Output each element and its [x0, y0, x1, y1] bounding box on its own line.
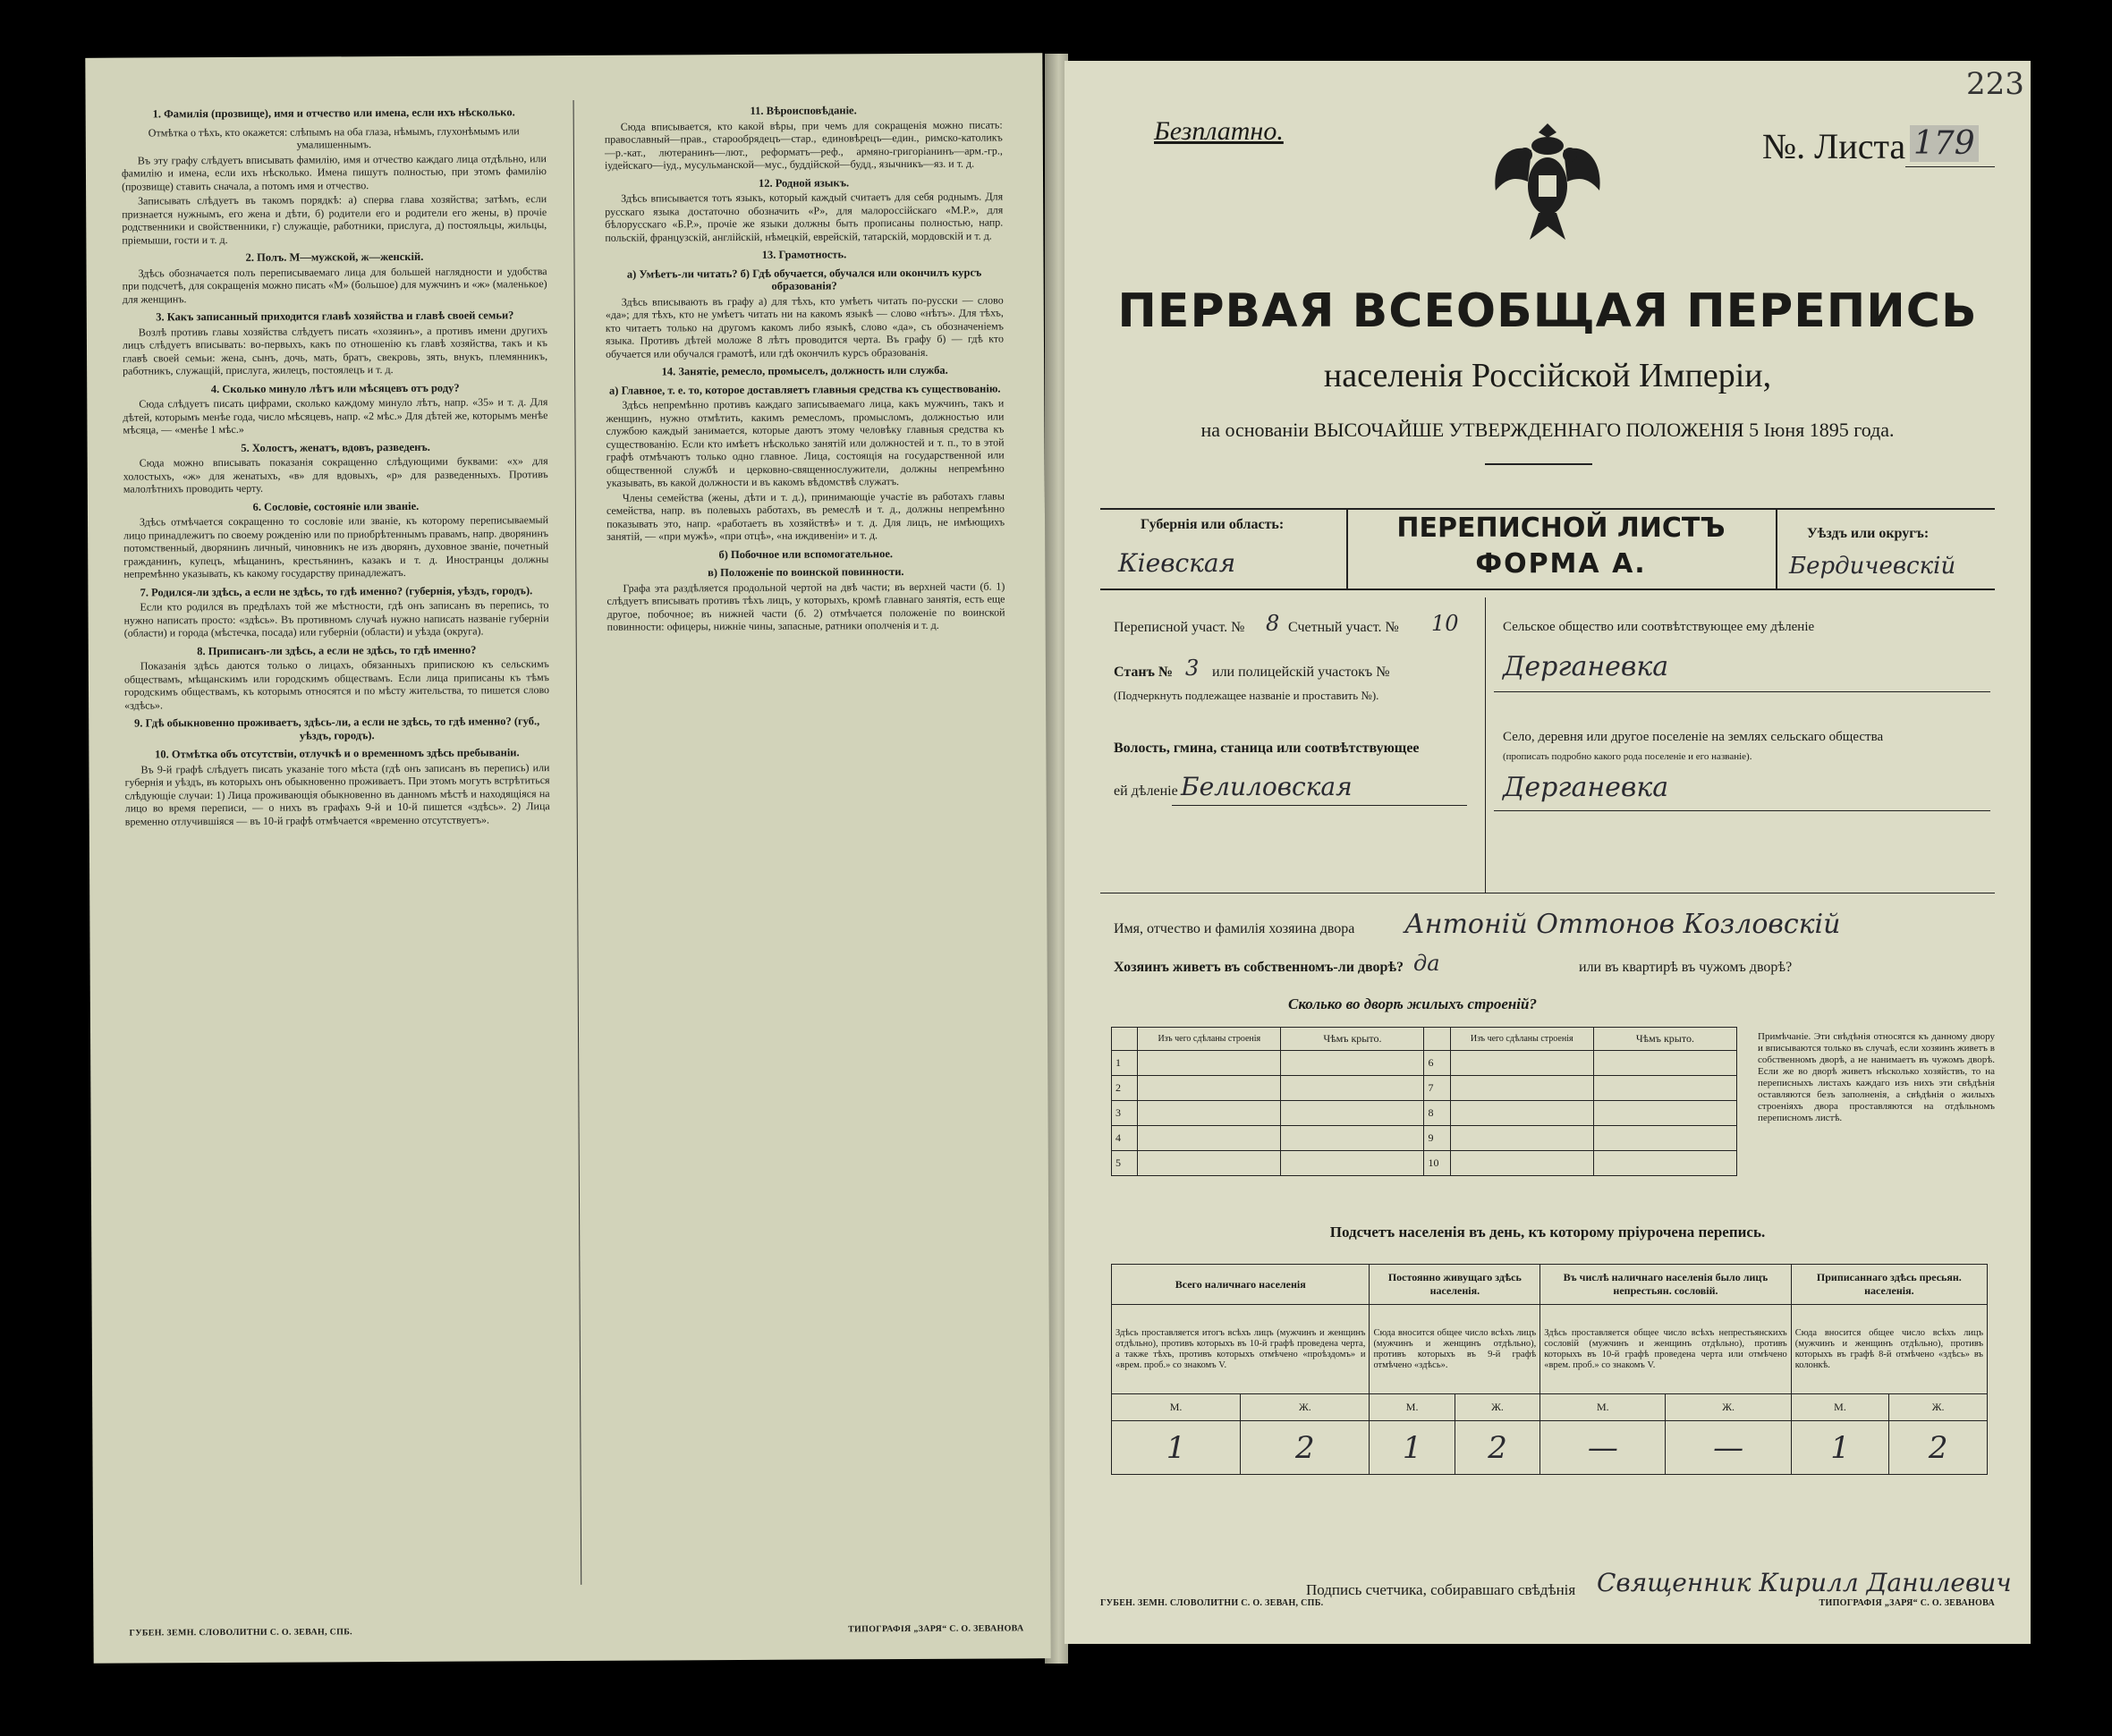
instruction-heading: 14. Занятіе, ремесло, промыселъ, должность или служба.	[661, 363, 948, 378]
buildings-col-material-2: Изъ чего сдѣланы строенія	[1450, 1028, 1593, 1051]
signature-label: Подпись счетчика, собиравшаго свѣдѣнія	[1306, 1581, 1576, 1598]
imprint-right: ТИПОГРАФІЯ „ЗАРЯ“ С. О. ЗЕВАНОВА	[848, 1623, 1024, 1635]
census-form-page	[1064, 61, 2031, 1644]
instruction-heading: 11. Вѣроисповѣданіе.	[750, 104, 857, 117]
instruction-paragraph: Въ эту графу слѣдуетъ вписывать фамилію, имя и отчество каждаго лица отдѣльно, или фамилію и имена, если ихъ нѣсколько. Имена пишутъ полностью, при этомъ фамилію (прозвище) ставить сначала, а потомъ имя и отчество.	[121, 151, 547, 193]
row-number: 1	[1112, 1051, 1138, 1076]
volost-label-2: ей дѣленіе	[1114, 783, 1178, 799]
signature-value: Священник Кирилл Данилевич	[1597, 1568, 2012, 1597]
instruction-heading: 10. Отмѣтка объ отсутствіи, отлучкѣ и о временномъ здѣсь пребываніи.	[155, 746, 520, 761]
census-section-label: Переписной участ. №	[1114, 620, 1245, 635]
instruction-heading: 12. Родной языкъ.	[758, 175, 850, 190]
row-number: 6	[1424, 1051, 1450, 1076]
instruction-heading: 7. Родился-ли здѣсь, а если не здѣсь, то гдѣ именно? (губернія, уѣздъ, городъ).	[140, 583, 533, 599]
summary-col-desc: Сюда вносится общее число всѣхъ лицъ (мужчинъ и женщинъ отдѣльно), противъ которыхъ въ 9-й графѣ отмѣчено «здѣсь».	[1370, 1305, 1540, 1394]
count-cell: —	[1540, 1421, 1666, 1475]
instruction-heading: 4. Сколько минуло лѣтъ или мѣсяцевъ отъ роду?	[210, 381, 460, 395]
row-number: 5	[1112, 1151, 1138, 1176]
imprint-left: ГУБЕН. ЗЕМН. СЛОВОЛИТНИ С. О. ЗЕВАН, СПБ.	[129, 1627, 352, 1639]
sex-male-label: М.	[1791, 1394, 1889, 1421]
sheet-number-value: 179	[1910, 125, 1979, 162]
instruction-paragraph: Здѣсь вписывають въ графу а) для тѣхъ, кто умѣетъ читать по-русски — слово «да»; для тѣхъ, кто не умѣетъ читать ни на какомъ языкѣ — слово «нѣтъ». Для тѣхъ, кто читаетъ только на другомъ какомъ либо языкѣ, слово «да», съ обозначеніемъ языка. Противъ дѣтей моложе 8 лѣтъ проводится черта. Въ графу б) — гдѣ кто обучается или обучался грамотѣ, или гдѣ окончилъ курсъ образованія.	[605, 292, 1005, 360]
row-number: 7	[1424, 1076, 1450, 1101]
instructions-page	[85, 53, 1050, 1664]
owner-label: Имя, отчество и фамилія хозяина двора	[1114, 921, 1355, 936]
owner-lives-label: Хозяинъ живетъ въ собственномъ-ли дворѣ?	[1114, 960, 1404, 975]
row-number: 2	[1112, 1076, 1138, 1101]
instruction-paragraph: Возлѣ противъ главы хозяйства слѣдуетъ писать «хозяинъ», а противъ имени другихъ лицъ слѣдуетъ вписывать: во-первыхъ, какъ по отношенію къ главѣ хозяйства, такъ и къ главѣ своей семьи: жена, сынъ, дочь, мать, братъ, свекровь, зять, внукъ, племянникъ, работникъ, служащій, прислуга, жилецъ, постоялецъ и т. д.	[122, 323, 548, 377]
instruction-heading: 6. Сословіе, состояніе или званіе.	[252, 499, 420, 513]
imprint-right: ТИПОГРАФІЯ „ЗАРЯ“ С. О. ЗЕВАНОВА	[1819, 1598, 1995, 1608]
buildings-col-material: Изъ чего сдѣланы строенія	[1138, 1028, 1281, 1051]
stan-value: 3	[1185, 656, 1200, 681]
society-label: Сельское общество или соотвѣтствующее ему дѣленіе	[1503, 620, 1815, 634]
sex-female-label: Ж.	[1241, 1394, 1370, 1421]
volost-label: Волость, гмина, станица или соотвѣтствующее	[1114, 741, 1420, 756]
row-number: 9	[1424, 1126, 1450, 1151]
buildings-col-roof-2: Чѣмъ крыто.	[1593, 1028, 1736, 1051]
row-number: 4	[1112, 1126, 1138, 1151]
instruction-heading: в) Положеніе по воинской повинности.	[708, 565, 904, 580]
instruction-heading: а) Умѣетъ-ли читать? б) Гдѣ обучается, обучался или окончилъ курсъ образованія?	[626, 266, 982, 292]
row-number: 3	[1112, 1101, 1138, 1126]
instruction-paragraph: Показанія здѣсь даются только о лицахъ, обязанныхъ припискою къ сельскимъ обществамъ, мѣщанскимъ или городскимъ обществамъ. Если лица приписаны къ тѣмъ городскимъ обществамъ, къ которымъ относятся и по мѣсту жительства, то пишется слово «здѣсь».	[123, 657, 550, 712]
census-section-value: 8	[1266, 611, 1280, 636]
instruction-heading: 1. Фамилія (прозвище), имя и отчество или имена, если ихъ нѣсколько.	[152, 106, 515, 121]
volost-value: Белиловская	[1181, 772, 1353, 801]
counting-section-value: 10	[1431, 611, 1459, 636]
buildings-col-roof: Чѣмъ крыто.	[1281, 1028, 1424, 1051]
form-title: ПЕРЕПИСНОЙ ЛИСТЪ	[1396, 512, 1726, 544]
page-subtitle: населенія Россійской Имперіи,	[1323, 357, 1772, 394]
owner-lives-value: да	[1413, 951, 1440, 976]
form-type: ФОРМА А.	[1475, 548, 1647, 580]
counting-section-label: Счетный участ. №	[1288, 620, 1399, 635]
instruction-heading: б) Побочное или вспомогательное.	[718, 546, 894, 561]
archive-number: 223	[1966, 66, 2024, 102]
instruction-heading: 5. Холостъ, женатъ, вдовъ, разведенъ.	[241, 440, 430, 454]
instruction-paragraph: Графа эта раздѣляется продольной чертой на двѣ части; въ верхней части (б. 1) слѣдуетъ вписывать противъ тѣхъ лицъ, у которыхъ, кромѣ главнаго занятія, есть еще другое, побочное; въ нижней части (б. 2) отмѣчается положеніе по воинской повинности: офицеры, нижніе чины, запасные, ратники ополченія и т. д.	[606, 579, 1005, 633]
instruction-paragraph: Въ 9-й графѣ слѣдуетъ писать указаніе того мѣста (гдѣ онъ записанъ въ перепись) или губернія и уѣздъ, въ которыхъ онъ обыкновенно проживаетъ. При этомъ могутъ встрѣтиться слѣдующіе случаи: 1) Лица проживающія обыкновенно въ данномъ мѣстѣ и находящіяся на лицо во время переписи, — о нихъ въ графахъ 9-й и 10-й пишется «здѣсь». 2) Лица временно отлучившіяся — въ 10-й графѣ отмѣчается «временно отсутствуетъ».	[124, 760, 550, 828]
count-cell: —	[1666, 1421, 1791, 1475]
society-value: Дерганевка	[1503, 651, 1669, 682]
free-label: Безплатно.	[1154, 116, 1284, 146]
sex-female-label: Ж.	[1455, 1394, 1539, 1421]
instruction-paragraph: Члены семейства (жены, дѣти и т. д.), принимающіе участіе въ работахъ главы семейства, напр. въ полевыхъ работахъ, въ ремеслѣ и т. д., должны непремѣнно показывать это, напр. «работаетъ въ хозяйствѣ» и т. д. Для лицъ, не имѣющихъ занятій, — «при мужѣ», «при отцѣ», «на иждивеніи» и т. д.	[606, 488, 1005, 543]
sheet-number-label: №. Листа	[1762, 126, 1906, 166]
instruction-heading: 2. Полъ. М—мужской, ж—женскій.	[245, 250, 424, 264]
village-label: Село, деревня или другое поселеніе на землях сельскаго общества	[1503, 730, 1884, 744]
summary-col-head: Постоянно живущаго здѣсь населенія.	[1370, 1265, 1540, 1305]
sex-female-label: Ж.	[1889, 1394, 1988, 1421]
province-label: Губернія или область:	[1141, 517, 1285, 532]
district-label: Уѣздъ или округъ:	[1807, 526, 1930, 541]
instruction-paragraph: Здѣсь отмѣчается сокращенно то сословіе или званіе, къ которому переписываемый лицо принадлежитъ по своему рожденію или по приобрѣтеннымъ правамъ, напр. дворянинъ потомственный, дворянинъ личный, чиновникъ не изъ дворянъ, духовное званіе, почетный гражданинъ, купецъ, мѣщанинъ, крестьянинъ, казакъ и т. д. Иностранцы должны непремѣнно указывать, къ какому государству принадлежатъ.	[123, 513, 549, 580]
row-number: 10	[1424, 1151, 1450, 1176]
instruction-paragraph: Записывать слѣдуетъ въ такомъ порядкѣ: а) сперва глава хозяйства; затѣмъ, если признается нужнымъ, его жена и дѣти, б) родители его и родители его жены, в) прочіе родственники и свойственники, г) служащіе, работники, прислуга, д) постояльцы, жильцы, пріемыши, гости и т. д.	[122, 192, 547, 247]
police-label: или полицейскій участокъ №	[1212, 665, 1390, 680]
buildings-table	[1111, 1027, 1737, 1176]
instructions-column-2	[605, 97, 1011, 1575]
summary-col-head: Въ числѣ наличнаго населенія было лицъ непрестьян. сословій.	[1540, 1265, 1791, 1305]
summary-col-desc: Сюда вносится общее число всѣхъ лицъ (мужчинъ и женщинъ отдѣльно), противъ которыхъ въ графѣ 8-й отмѣчено «здѣсь» въ колонкѣ.	[1791, 1305, 1987, 1394]
instruction-heading: 8. Приписанъ-ли здѣсь, а если не здѣсь, то гдѣ именно?	[197, 643, 477, 657]
count-cell: 1	[1112, 1421, 1241, 1475]
count-cell: 2	[1889, 1421, 1988, 1475]
count-cell: 1	[1791, 1421, 1889, 1475]
district-value: Бердичевскій	[1789, 553, 1956, 580]
summary-col-desc: Здѣсь проставляется общее число всѣхъ непрестьянскихъ сословій (мужчинъ и женщинъ отдѣльно), противъ которыхъ въ 10-й графѣ проведена черта или отмѣчено «врем. проб.» со знакомъ V.	[1540, 1305, 1791, 1394]
sex-female-label: Ж.	[1666, 1394, 1791, 1421]
double-headed-eagle-icon	[1485, 114, 1610, 249]
count-cell: 1	[1370, 1421, 1455, 1475]
buildings-label: Сколько во дворѣ жилыхъ строеній?	[1288, 995, 1537, 1012]
instruction-heading: 13. Грамотность.	[761, 248, 847, 261]
instruction-subheading: Отмѣтка о тѣхъ, кто окажется: слѣпымъ на оба глаза, нѣмымъ, глухонѣмымъ или умалишеннымъ.	[148, 123, 520, 151]
police-note: (Подчеркнуть подлежащее названіе и проставить №).	[1114, 689, 1379, 702]
column-divider	[573, 100, 582, 1585]
instructions-column-1	[122, 100, 555, 1578]
sex-male-label: М.	[1540, 1394, 1666, 1421]
count-cell: 2	[1455, 1421, 1539, 1475]
province-value: Кіевская	[1118, 548, 1236, 578]
summary-col-desc: Здѣсь проставляется итогъ всѣхъ лицъ (мужчинъ и женщинъ отдѣльно), противъ которыхъ въ 10-й графѣ проведена черта, а также тѣхъ, противъ которыхъ отмѣчено «проѣздомъ» и «врем. проб.» со знакомъ V.	[1112, 1305, 1370, 1394]
page-title: ПЕРВАЯ ВСЕОБЩАЯ ПЕРЕПИСЬ	[1117, 284, 1978, 338]
instruction-paragraph: Здѣсь вписывается тотъ языкъ, который каждый считаетъ для себя роднымъ. Для русскаго языка достаточно обозначить «Р», для малороссійскаго «М.Р.», для бѣлорусскаго «Б.Р.», прочіе же языки должны быть прописаны полностью, напр. польскій, французскій, англійскій, нѣмецкій, еврейскій, татарскій, мордовскій и т. д.	[605, 190, 1004, 244]
instruction-heading: 9. Гдѣ обыкновенно проживаетъ, здѣсь-ли, а если не здѣсь, то гдѣ именно? (губ., уѣздъ, городъ).	[134, 715, 540, 742]
instruction-paragraph: Если кто родился въ предѣлахъ той же мѣстности, гдѣ онъ записанъ въ перепись, то нужно написать просто: «здѣсь». Въ противномъ случаѣ нужно написать названіе губерніи (области) и города (мѣстечка, посада) или губерніи (области) и уѣзда (округа).	[123, 598, 549, 639]
summary-col-head: Приписаннаго здѣсь пресьян. населенія.	[1791, 1265, 1987, 1305]
instruction-paragraph: Здѣсь непремѣнно противъ каждаго записываемаго лица, какъ мужчинъ, такъ и женщинъ, нужно отмѣтить, какимъ ремесломъ, промысломъ, должностью или службою каждый занимается, которые даютъ этому человѣку главныя средства къ существованію. Если кто имѣетъ нѣсколько занятій или должностей и т. п., то в этой графѣ отмѣчаютъ только одно главное. Лица, состоящія на государственной или общественной службѣ и церковно-священнослужители, должны непремѣнно указывать, въ какой должности и въ какомъ вѣдомствѣ служатъ.	[606, 396, 1005, 489]
count-cell: 2	[1241, 1421, 1370, 1475]
instruction-heading: а) Главное, т. е. то, которое доставляетъ главныя средства къ существованію.	[608, 381, 1001, 397]
instruction-paragraph: Сюда слѣдуетъ писать цифрами, сколько каждому минуло лѣтъ, напр. «35» и т. д. Для дѣтей, которымъ менѣе года, число мѣсяцевъ, напр. «2 мѣс.» Для дѣтей же, которымъ менѣе мѣсяца, — «менѣе 1 мѣс.»	[123, 395, 548, 436]
row-number: 8	[1424, 1101, 1450, 1126]
village-value: Дерганевка	[1503, 772, 1669, 803]
instruction-heading: 3. Какъ записанный приходится главѣ хозяйства и главѣ своей семьи?	[156, 309, 514, 324]
instruction-paragraph: Сюда вписывается, кто какой вѣры, при чемъ для сокращенія можно писать: православный—прав., старообрядецъ—стар., единовѣрецъ—един., римско-католикъ—р.-кат., лютеранинъ—лют., реформатъ—реф., армяно-григоріанинъ—арм.-гр., іудейскаго—іуд., мусульманской—мус., буддійской—будд., язычникъ—яз. и т. д.	[604, 117, 1003, 172]
imprint-left: ГУБЕН. ЗЕМН. СЛОВОЛИТНИ С. О. ЗЕВАН, СПБ.	[1100, 1598, 1324, 1608]
buildings-note: Примѣчаніе. Эти свѣдѣнія относятся къ данному двору и вписываются только въ случаѣ, если хозяинъ живетъ в собственномъ дворѣ, а не нанимаетъ въ чужомъ дворѣ. Если же во дворѣ живетъ нѣсколько хозяйствъ, то на переписныхъ листахъ каждаго изъ нихъ эти свѣдѣнія оставляются безъ заполненія, а свѣдѣнія о жилыхъ строеніяхъ двора проставляются на отдѣльномъ переписномъ листѣ.	[1758, 1031, 1995, 1123]
summary-col-head: Всего наличнаго населенія	[1112, 1265, 1370, 1305]
village-note: (прописать подробно какого рода поселеніе и его названіе).	[1503, 751, 1752, 762]
sex-male-label: М.	[1112, 1394, 1241, 1421]
owner-value: Антоній Оттонов Козловскій	[1404, 909, 1841, 940]
instruction-paragraph: Сюда можно вписывать показанія сокращенно слѣдующими буквами: «х» для холостыхъ, «ж» для женатыхъ, «в» для вдовыхъ, «р» для разведенныхъ. Противъ малолѣтнихъ проводить черту.	[123, 454, 548, 495]
owner-lives-label-2: или въ квартирѣ въ чужомъ дворѣ?	[1579, 960, 1793, 975]
sex-male-label: М.	[1370, 1394, 1455, 1421]
title-basis: на основаніи ВЫСОЧАЙШЕ УТВЕРЖДЕННАГО ПОЛОЖЕНІЯ 5 Іюня 1895 года.	[1200, 419, 1895, 441]
summary-title: Подсчетъ населенія въ день, къ которому пріурочена перепись.	[1329, 1224, 1766, 1241]
instruction-paragraph: Здѣсь обозначается полъ переписываемаго лица для большей наглядности и удобства при подсчетѣ, для сокращенія можно писать «М» (большое) для мужчинъ и «ж» (маленькое) для женщинъ.	[122, 264, 547, 306]
population-summary-table	[1111, 1264, 1988, 1475]
stan-label: Станъ №	[1114, 665, 1174, 680]
